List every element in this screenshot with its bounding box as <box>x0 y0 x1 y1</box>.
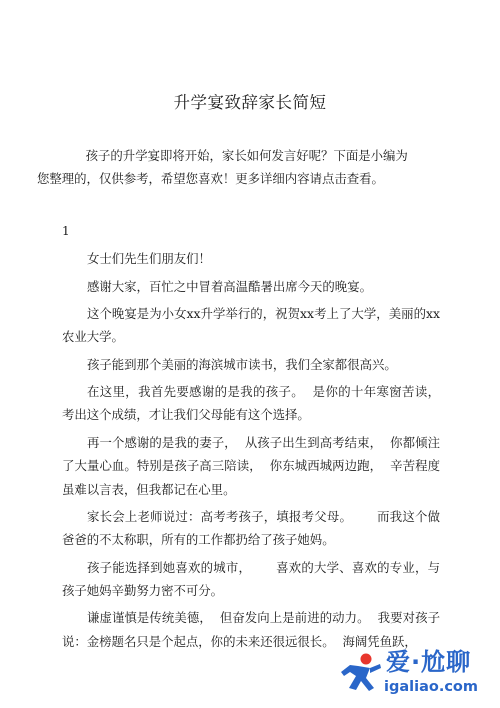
paragraph-banquet: 这个晚宴是为小女xx升学举行的，祝贺xx考上了大学，美丽的xx农业大学。 <box>62 305 440 345</box>
paragraph-choice: 孩子能选择到她喜欢的城市， 喜欢的大学、喜欢的专业，与孩子她妈辛勤努力密不可分。 <box>62 559 440 599</box>
watermark-url: igaliao.com <box>384 679 478 695</box>
paragraph-parents-meeting: 家长会上老师说过：高考考孩子，填报考父母。 而我这个做爸爸的不太称职，所有的工作都扔给了孩子她妈。 <box>62 508 440 548</box>
document-title: 升学宴致辞家长简短 <box>173 93 327 112</box>
paragraph-thank-child: 在这里，我首先要感谢的是我的孩子。 是你的十年寒窗苦读，考出这个成绩，才让我们父母能有这个选择。 <box>62 383 440 423</box>
paragraph-greeting: 女士们先生们朋友们！ <box>87 251 211 267</box>
paragraph-city: 孩子能到那个美丽的海滨城市读书，我们全家都很高兴。 <box>87 356 397 372</box>
document-body <box>37 120 440 657</box>
watermark-brand: 爱·尬聊 <box>386 648 472 676</box>
section-number: 1 <box>62 224 70 239</box>
intro-paragraph <box>37 120 440 214</box>
intro-line-1: 孩子的升学宴即将开始，家长如何发言好呢？下面是小编为 <box>85 147 408 163</box>
intro-line-2: 您整理的，仅供参考，希望您喜欢！更多详细内容请点击查看。 <box>37 171 384 187</box>
paragraph-thank-wife: 再一个感谢的是我的妻子， 从孩子出生到高考结束， 你都倾注了大量心血。特别是孩子高三陪读， 你东城西城两边跑， 辛苦程度虽难以言表，但我都记在心里。 <box>62 434 440 497</box>
site-watermark <box>336 646 494 702</box>
paragraph-humility: 谦虚谨慎是传统美德， 但奋发向上是前进的动力。 我要对孩子说：金榜题名只是个起点，你的未来还很远很长。 海阔凭鱼跃， <box>62 610 440 650</box>
paragraph-thanks: 感谢大家，百忙之中冒着高温酷暑出席今天的晚宴。 <box>87 278 372 294</box>
running-figure-icon <box>336 650 384 698</box>
